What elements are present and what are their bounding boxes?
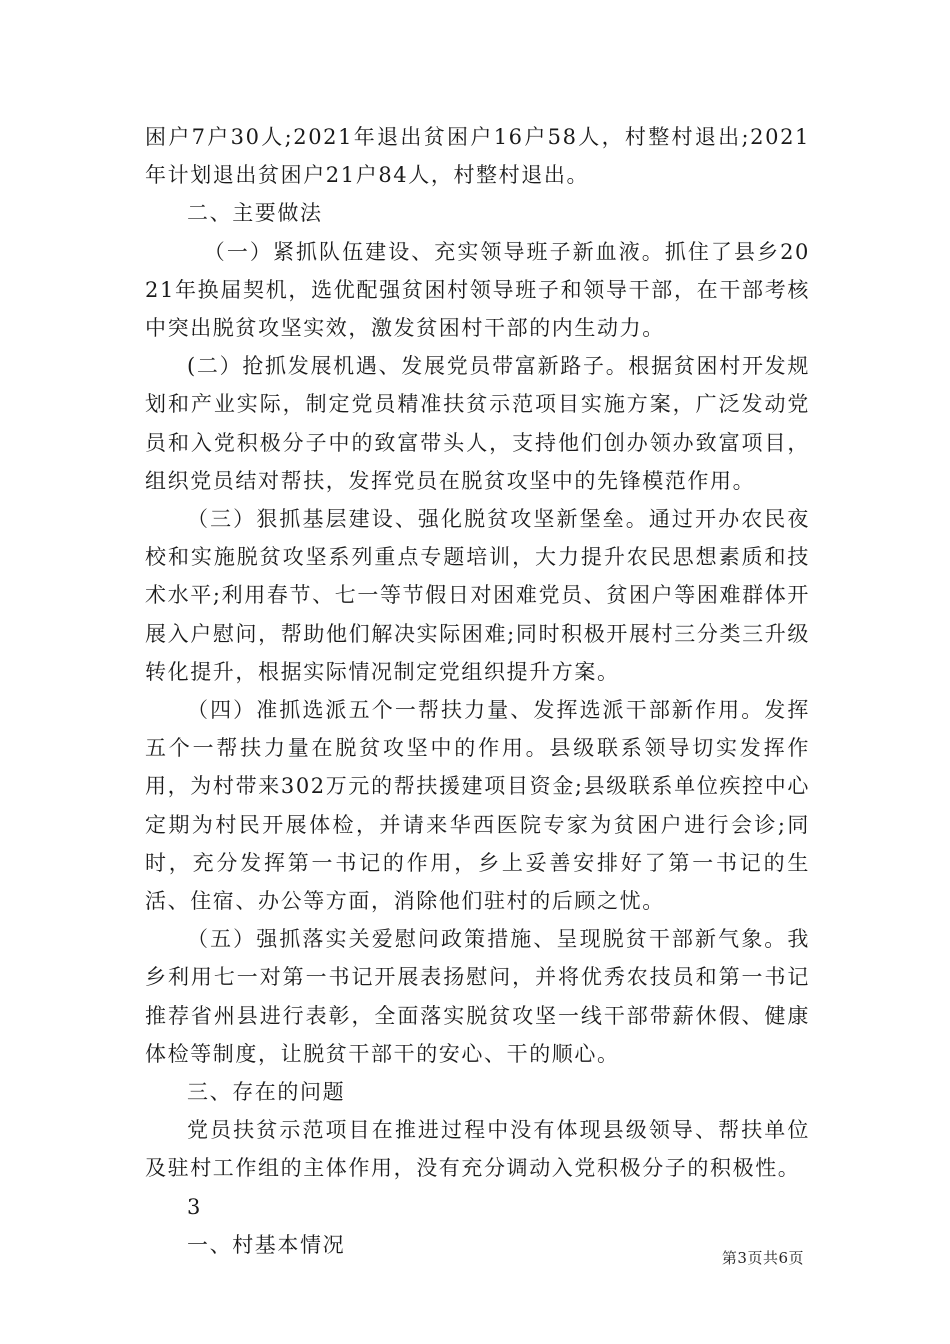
section-heading-village-info: 一、村基本情况 <box>187 1232 346 1257</box>
paragraph-problems: 党员扶贫示范项目在推进过程中没有体现县级领导、帮扶单位及驻村工作组的主体作用，没有充分调动入党积极分子的积极性。 <box>145 1118 810 1181</box>
paragraph-poverty-stats: 困户7户30人;2021年退出贫困户16户58人，村整村退出;2021年计划退出贫困户21户84人，村整村退出。 <box>145 125 810 188</box>
paragraph-method-5: （五）强抓落实关爱慰问政策措施、呈现脱贫干部新气象。我乡利用七一对第一书记开展表扬慰问，并将优秀农技员和第一书记推荐省州县进行表彰，全面落实脱贫攻坚一线干部带薪休假、健康体检等制度，让脱贫干部干的安心、干的顺心。 <box>145 927 810 1066</box>
page-number-footer: 第3页共6页 <box>721 1249 804 1267</box>
paragraph-number: 3 <box>187 1194 202 1219</box>
paragraph-method-4: （四）准抓选派五个一帮扶力量、发挥选派干部新作用。发挥五个一帮扶力量在脱贫攻坚中的作用。县级联系领导切实发挥作用，为村带来302万元的帮扶援建项目资金;县级联系单位疾控中心定期为村民开展体检，并请来华西医院专家为贫困户进行会诊;同时，充分发挥第一书记的作用，乡上妥善安排好了第一书记的生活、住宿、办公等方面，消除他们驻村的后顾之忧。 <box>145 698 810 914</box>
document-body <box>145 118 810 1264</box>
section-heading-problems: 三、存在的问题 <box>187 1080 346 1105</box>
paragraph-method-1: （一）紧抓队伍建设、充实领导班子新血液。抓住了县乡2021年换届契机，选优配强贫困村领导班子和领导干部，在干部考核中突出脱贫攻坚实效，激发贫困村干部的内生动力。 <box>145 239 810 341</box>
paragraph-method-2: (二）抢抓发展机遇、发展党员带富新路子。根据贫困村开发规划和产业实际，制定党员精准扶贫示范项目实施方案，广泛发动党员和入党积极分子中的致富带头人，支持他们创办领办致富项目，组织党员结对帮扶，发挥党员在脱贫攻坚中的先锋模范作用。 <box>145 354 810 493</box>
paragraph-method-3: （三）狠抓基层建设、强化脱贫攻坚新堡垒。通过开办农民夜校和实施脱贫攻坚系列重点专题培训，大力提升农民思想素质和技术水平;利用春节、七一等节假日对困难党员、贫困户等困难群体开展入户慰问，帮助他们解决实际困难;同时积极开展村三分类三升级转化提升，根据实际情况制定党组织提升方案。 <box>145 507 810 684</box>
section-heading-main-methods: 二、主要做法 <box>187 201 323 226</box>
